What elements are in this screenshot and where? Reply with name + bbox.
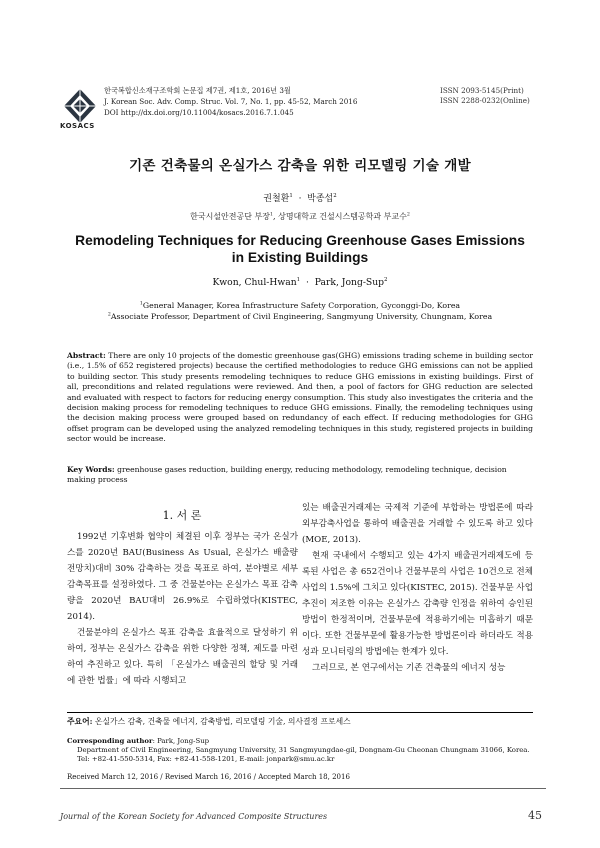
section-heading: 1. 서 론 <box>162 509 202 522</box>
abstract-text: There are only 10 projects of the domestic greenhouse gas(GHG) emissions trading scheme in building sector (i.e., 1.5% of 652 registered projects) because the certified methodologies to reduce GHG emissions can not be applied to building sector. This study presents remodeling techniques to reduce GHG emissions in existing buildings. First of all, preconditions and related regulations were reviewed. And then, a pool of factors for GHG reduction are selected and evaluated with respect to factors for reducing energy consumption. This study also investigates the criteria and the decision making process for remodeling techniques to reduce GHG emissions. Finally, the remodeling techniques using the decision making process were grouped based on redundancy of each effect. If reducing methodologies for GHG offset program can be developed using the analyzed remodeling techniques in this study, registered projects in building sector would be increase. <box>67 351 533 444</box>
issn-print: ISSN 2093-5145(Print) <box>440 86 524 95</box>
english-affiliations: $^1$General Manager, Korea Infrastructure Safety Corporation, Gyconggi-Do, Korea $^2$Associate Professor, Department of Civil Engineering, Sangmyung University, Chungnam, Korea <box>107 301 493 321</box>
keywords-label: Key Words: <box>67 465 115 474</box>
corresponding-author: Corresponding author: Park, Jong-Sup Department of Civil Engineering, Sangmyung University, 31 Sangmyungdae-gil, Dongnam-Gu Cheonan Chungnam 31066, Korea. Tel: +82-41-550-5314, Fax: +82-41-558-1201, E-mail: jonpark@smu.ac.kr <box>67 737 533 764</box>
abstract <box>67 351 533 445</box>
issn-online: ISSN 2288-0232(Online) <box>440 96 530 105</box>
paragraph: 1992년 기후변화 협약이 체결된 이후 정부는 국가 온실가스를 2020년 BAU(Business As Usual, 온실가스 배출량 전망치)대비 30% 감축하는 것을 목표로 하여, 분야별로 세부 감축목표를 설정하였다. 그 중 건물분야는 온실가스 목표 감축량을 2020년 BAU대비 26.9%로 수립하였다(KISTEC, 2014). <box>67 532 298 622</box>
journal-korean: 한국복합신소재구조학회 논문집 제7권, 제1호, 2016년 3월 <box>104 86 291 95</box>
body-column-right <box>302 500 533 676</box>
doi-link[interactable]: DOI http://dx.doi.org/10.11004/kosacs.2016.7.1.045 <box>104 107 294 117</box>
logo-text: KOSACS <box>60 122 95 130</box>
korean-title: 기존 건축물의 온실가스 감축을 위한 리모델링 기술 개발 <box>129 158 471 174</box>
english-title: Remodeling Techniques for Reducing Greenhouse Gases Emissions in Existing Buildings <box>75 233 525 265</box>
abstract-label: Abstract: <box>67 351 106 360</box>
page-number: 45 <box>528 809 542 822</box>
keywords-text: greenhouse gases reduction, building energy, reducing methodology, remodeling technique, decision making process <box>67 465 507 484</box>
received-dates: Received March 12, 2016 / Revised March 16, 2016 / Accepted March 18, 2016 <box>67 773 350 781</box>
issn-block <box>440 86 530 106</box>
contact-info: Tel: +82-41-550-5314, Fax: +82-41-558-1201, E-mail: jonpark@smu.ac.kr <box>77 755 335 763</box>
footer-journal: Journal of the Korean Society for Advanced Composite Structures <box>60 812 328 821</box>
korean-keywords: 주요어: 온실가스 감축, 건축물 에너지, 감축방법, 리모델링 기술, 의사결정 프로세스 <box>67 712 533 727</box>
footer-divider <box>60 788 546 789</box>
korean-affiliations: 한국시설안전공단 부장$^1$, 상명대학교 건설시스템공학과 부교수$^2$ <box>190 212 410 221</box>
keywords <box>67 465 537 485</box>
journal-header <box>104 86 357 118</box>
paragraph: 현재 국내에서 수행되고 있는 4가지 배출권거래제도에 등록된 사업은 총 652건이나 건물부문의 사업은 10건으로 전체 사업의 1.5%에 그치고 있다(KISTEC, 2015). 건물부문 사업추진이 저조한 이유는 온실가스 감축량 인정을 위하여 승인된 방법이 한정적이며, 건물부문에 적용하기에는 미흡하기 때문이다. 또한 건물부문에 활용가능한 방법론이라 하더라도 적용성과 모니터링의 방법에는 한계가 있다. <box>302 551 533 657</box>
paragraph: 있는 배출권거래제는 국제적 기준에 부합하는 방법론에 따라 외부감축사업을 통하여 배출권을 거래할 수 있도록 하고 있다(MOE, 2013). <box>302 503 533 545</box>
body-column-left <box>67 529 298 689</box>
korean-authors: 권철환$^1$ · 박종섭$^2$ <box>263 193 337 204</box>
kosacs-logo-icon <box>62 88 98 124</box>
paragraph: 건물분야의 온실가스 목표 감축을 효율적으로 달성하기 위하여, 정부는 온실가스 감축을 위한 다양한 정책, 제도를 마련하여 추진하고 있다. 특히 「온실가스 배출권의 할당 및 거래에 관한 법률」에 따라 시행되고 <box>67 628 298 686</box>
journal-english: J. Korean Soc. Adv. Comp. Struc. Vol. 7, No. 1, pp. 45-52, March 2016 <box>104 96 358 106</box>
paragraph: 그러므로, 본 연구에서는 기존 건축물의 에너지 성능 <box>312 663 506 673</box>
english-authors: Kwon, Chul-Hwan$^1$ · Park, Jong-Sup$^2$ <box>212 276 388 288</box>
